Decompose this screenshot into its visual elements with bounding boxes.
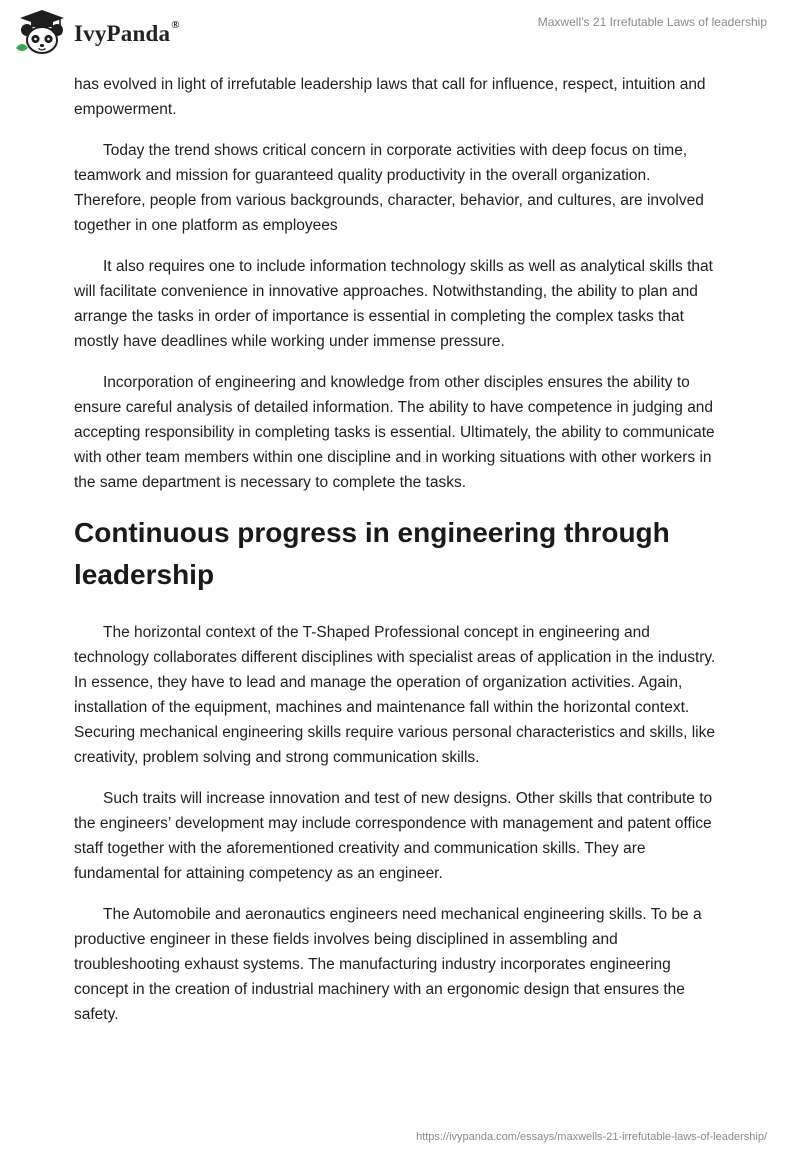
paragraph: Today the trend shows critical concern in corporate activities with deep focus on time, teamwork and mission for guaranteed quality productivity in the overall organization. Therefore, people from various backgrounds, character, behavior, and cultures, are involved together in one platform as employees: [74, 142, 704, 234]
panda-logo-icon: [14, 8, 70, 58]
paragraph: Incorporation of engineering and knowledge from other disciples ensures the ability to ensure careful analysis of detailed information. The ability to have competence in judging and accepting responsibility in completing tasks is essential. Ultimately, the ability to communicate with other team members within one discipline and in working situations with other workers in the same department is necessary to complete the tasks.: [74, 374, 715, 491]
page-header: [0, 0, 800, 66]
section-heading: Continuous progress in engineering through leadership: [74, 517, 670, 590]
source-url-link[interactable]: https://ivypanda.com/essays/maxwells-21-irrefutable-laws-of-leadership/: [416, 1131, 767, 1143]
paragraph: It also requires one to include information technology skills as well as analytical skills that will facilitate convenience in innovative approaches. Notwithstanding, the ability to plan and arrange the tasks in order of importance is essential in completing the complex tasks that mostly have deadlines while working under immense pressure.: [74, 258, 713, 350]
paragraph: Such traits will increase innovation and test of new designs. Other skills that contribute to the engineers’ development may include correspondence with management and patent office staff together with the aforementioned creativity and communication skills. They are fundamental for attaining competency as an engineer.: [74, 790, 713, 882]
document-title: Maxwell’s 21 Irrefutable Laws of leadership: [537, 15, 767, 29]
paragraph: has evolved in light of irrefutable leadership laws that call for influence, respect, intuition and empowerment.: [74, 76, 706, 118]
article-body: [74, 72, 724, 1043]
brand-name: IvyPanda®: [74, 19, 180, 46]
logo[interactable]: [14, 8, 180, 58]
paragraph: The Automobile and aeronautics engineers need mechanical engineering skills. To be a productive engineer in these fields involves being disciplined in assembling and troubleshooting exhaust systems. The manufacturing industry incorporates engineering concept in the creation of industrial machinery with an ergonomic design that ensures the safety.: [74, 906, 702, 1023]
paragraph: The horizontal context of the T-Shaped Professional concept in engineering and technology collaborates different disciplines with specialist areas of application in the industry. In essence, they have to lead and manage the operation of organization activities. Again, installation of the equipment, machines and maintenance fall within the horizontal context. Securing mechanical engineering skills require various personal characteristics and skills, like creativity, problem solving and strong communication skills.: [74, 624, 716, 766]
